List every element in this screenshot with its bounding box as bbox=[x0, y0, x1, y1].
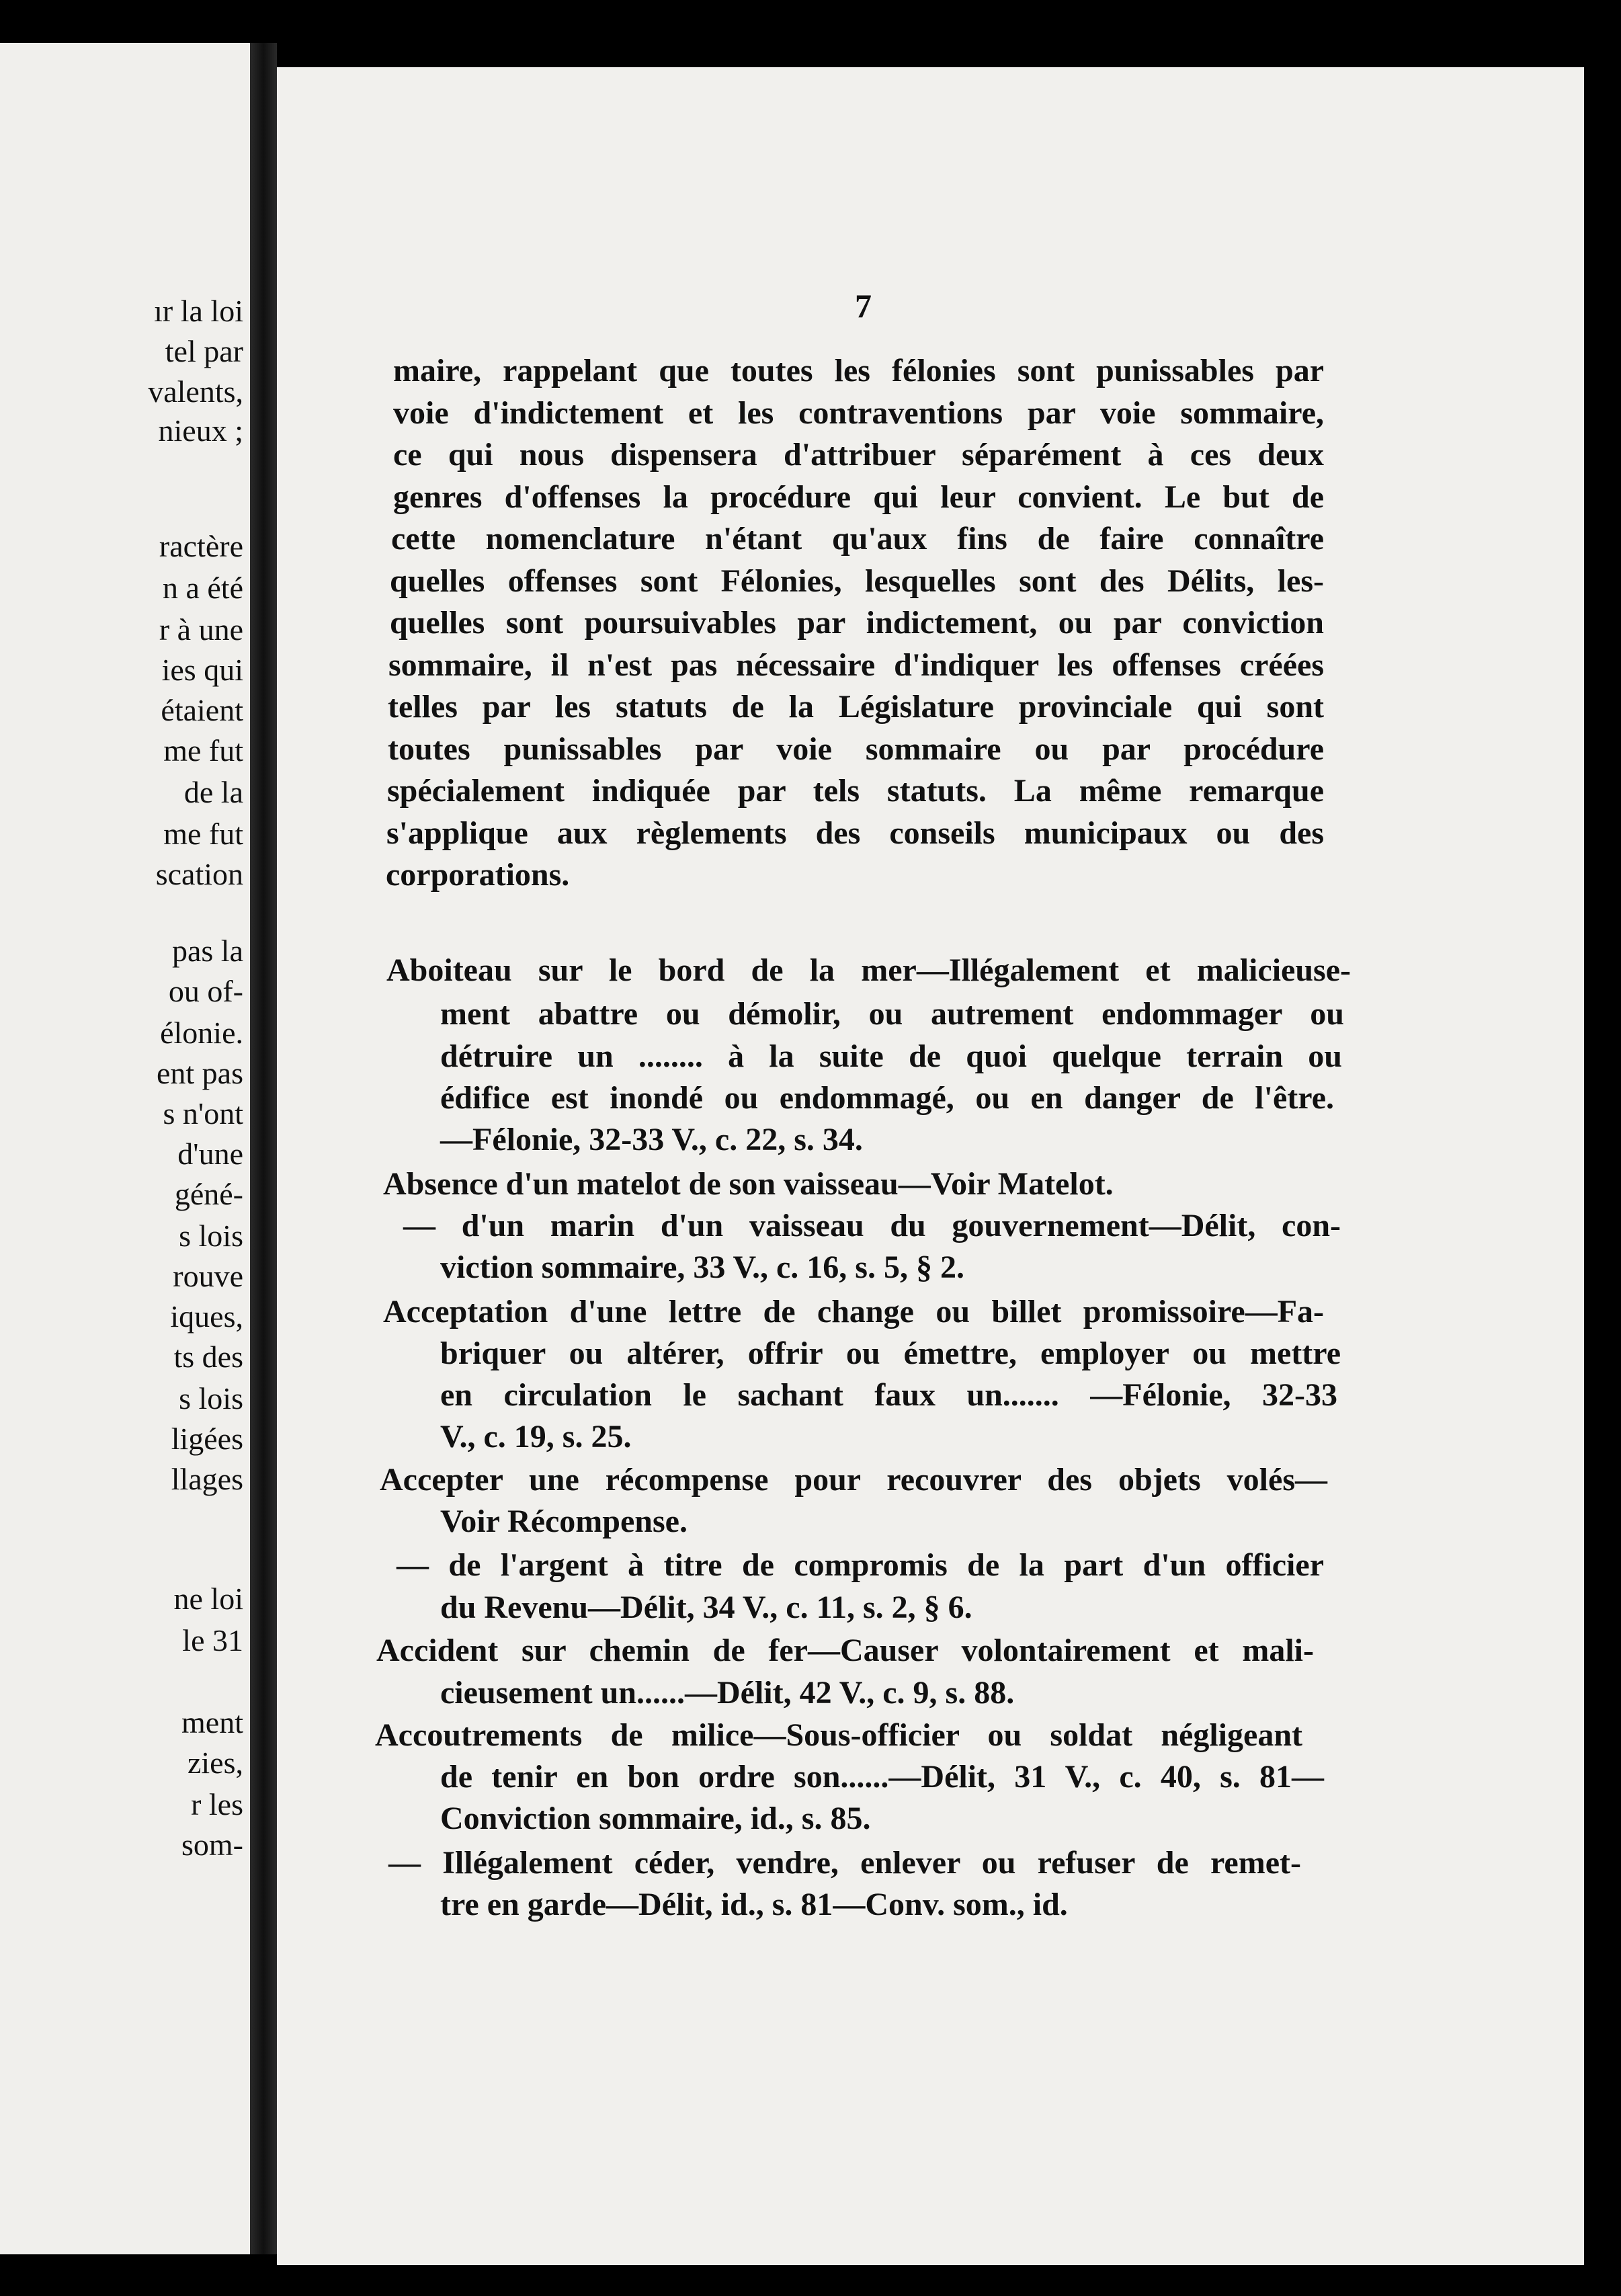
left-fragment-line: r à une bbox=[159, 612, 243, 647]
text-line: voie d'indictement et les contraventions par voie sommaire, bbox=[393, 395, 1324, 431]
left-fragment-line: som- bbox=[181, 1828, 243, 1862]
left-fragment-line: pas la bbox=[171, 934, 243, 968]
text-line: —Félonie, 32-33 V., c. 22, s. 34. bbox=[440, 1122, 863, 1157]
text-line: Voir Récompense. bbox=[440, 1504, 688, 1539]
book-binding bbox=[250, 43, 277, 2254]
left-fragment-line: élonie. bbox=[160, 1016, 243, 1050]
text-line: Accident sur chemin de fer—Causer volontairement et mali- bbox=[376, 1633, 1314, 1668]
text-line: — d'un marin d'un vaisseau du gouvernement—Délit, con- bbox=[403, 1208, 1341, 1243]
text-line: genres d'offenses la procédure qui leur convient. Le but de bbox=[393, 479, 1324, 515]
left-fragment-line: ent pas bbox=[156, 1056, 243, 1090]
text-line: s'applique aux règlements des conseils municipaux ou des bbox=[386, 815, 1324, 851]
left-fragment-line: ou of- bbox=[168, 974, 243, 1008]
text-line: Absence d'un matelot de son vaisseau—Voir Matelot. bbox=[383, 1166, 1114, 1202]
left-fragment-line: ts des bbox=[173, 1340, 243, 1374]
text-line: spécialement indiquée par tels statuts. La même remarque bbox=[387, 773, 1324, 809]
text-line: tre en garde—Délit, id., s. 81—Conv. som., id. bbox=[440, 1887, 1068, 1922]
text-line: quelles offenses sont Félonies, lesquelles sont des Délits, les- bbox=[390, 563, 1324, 599]
text-line: briquer ou altérer, offrir ou émettre, employer ou mettre bbox=[440, 1336, 1341, 1371]
left-fragment-line: scation bbox=[155, 857, 243, 891]
text-line: maire, rappelant que toutes les félonies sont punissables par bbox=[393, 353, 1324, 388]
left-fragment-line: ractère bbox=[159, 529, 243, 563]
left-fragment-line: iques, bbox=[170, 1299, 243, 1334]
left-page-fragment bbox=[0, 43, 250, 2254]
left-fragment-line: ies qui bbox=[161, 653, 243, 687]
text-line: édifice est inondé ou endommagé, ou en danger de l'être. bbox=[440, 1080, 1334, 1116]
text-line: ment abattre ou démolir, ou autrement endommager ou bbox=[440, 996, 1344, 1032]
left-fragment-line: s n'ont bbox=[163, 1096, 243, 1131]
left-fragment-line: ne loi bbox=[173, 1582, 243, 1616]
left-fragment-line: s lois bbox=[179, 1381, 243, 1416]
text-line: Accoutrements de milice—Sous-officier ou soldat négligeant bbox=[375, 1717, 1302, 1753]
text-line: — Illégalement céder, vendre, enlever ou refuser de remet- bbox=[388, 1845, 1301, 1881]
left-fragment-line: n a été bbox=[162, 571, 243, 605]
text-line: Aboiteau sur le bord de la mer—Illégalement et malicieuse- bbox=[386, 952, 1351, 988]
text-line: sommaire, il n'est pas nécessaire d'indiquer les offenses créées bbox=[388, 647, 1324, 683]
text-line: cette nomenclature n'étant qu'aux fins de faire connaître bbox=[391, 521, 1324, 557]
text-line: cieusement un......—Délit, 42 V., c. 9, s. 88. bbox=[440, 1675, 1015, 1711]
left-fragment-line: llages bbox=[171, 1462, 243, 1496]
left-fragment-line: étaient bbox=[161, 693, 243, 727]
left-fragment-line: ır la loi bbox=[154, 294, 243, 328]
left-fragment-line: zies, bbox=[187, 1746, 243, 1780]
text-line: viction sommaire, 33 V., c. 16, s. 5, § 2. bbox=[440, 1249, 964, 1285]
text-line: quelles sont poursuivables par indictement, ou par conviction bbox=[390, 605, 1324, 641]
text-line: toutes punissables par voie sommaire ou par procédure bbox=[388, 731, 1324, 767]
left-fragment-line: me fut bbox=[163, 733, 243, 768]
text-line: V., c. 19, s. 25. bbox=[440, 1419, 632, 1454]
text-line: détruire un ........ à la suite de quoi quelque terrain ou bbox=[440, 1038, 1342, 1074]
text-line: Acceptation d'une lettre de change ou billet promissoire—Fa- bbox=[383, 1294, 1324, 1329]
left-fragment-line: le 31 bbox=[182, 1623, 243, 1657]
text-line: en circulation le sachant faux un....... —Félonie, 32-33 bbox=[440, 1377, 1337, 1413]
page-number: 7 bbox=[855, 287, 872, 325]
left-fragment-line: de la bbox=[183, 775, 243, 809]
left-fragment-line: d'une bbox=[177, 1137, 243, 1171]
left-fragment-line: rouve bbox=[173, 1259, 243, 1293]
text-line: corporations. bbox=[386, 857, 570, 893]
left-fragment-line: valents, bbox=[148, 374, 243, 409]
left-fragment-line: me fut bbox=[163, 817, 243, 851]
left-fragment-line: tel par bbox=[165, 334, 243, 368]
left-fragment-line: s lois bbox=[179, 1219, 243, 1253]
left-fragment-line: ligées bbox=[171, 1422, 243, 1456]
right-page bbox=[277, 67, 1584, 2265]
left-fragment-line: géné- bbox=[174, 1177, 243, 1211]
left-fragment-line: ment bbox=[181, 1705, 243, 1739]
text-line: — de l'argent à titre de compromis de la part d'un officier bbox=[397, 1547, 1324, 1583]
text-line: Conviction sommaire, id., s. 85. bbox=[440, 1801, 871, 1836]
left-fragment-line: nieux ; bbox=[158, 413, 243, 448]
text-line: telles par les statuts de la Législature provinciale qui sont bbox=[388, 689, 1324, 725]
text-line: de tenir en bon ordre son......—Délit, 31 V., c. 40, s. 81— bbox=[440, 1759, 1324, 1795]
text-line: Accepter une récompense pour recouvrer des objets volés— bbox=[380, 1462, 1327, 1498]
left-fragment-line: r les bbox=[191, 1787, 243, 1821]
text-line: ce qui nous dispensera d'attribuer séparément à ces deux bbox=[393, 437, 1324, 473]
text-line: du Revenu—Délit, 34 V., c. 11, s. 2, § 6. bbox=[440, 1590, 972, 1625]
